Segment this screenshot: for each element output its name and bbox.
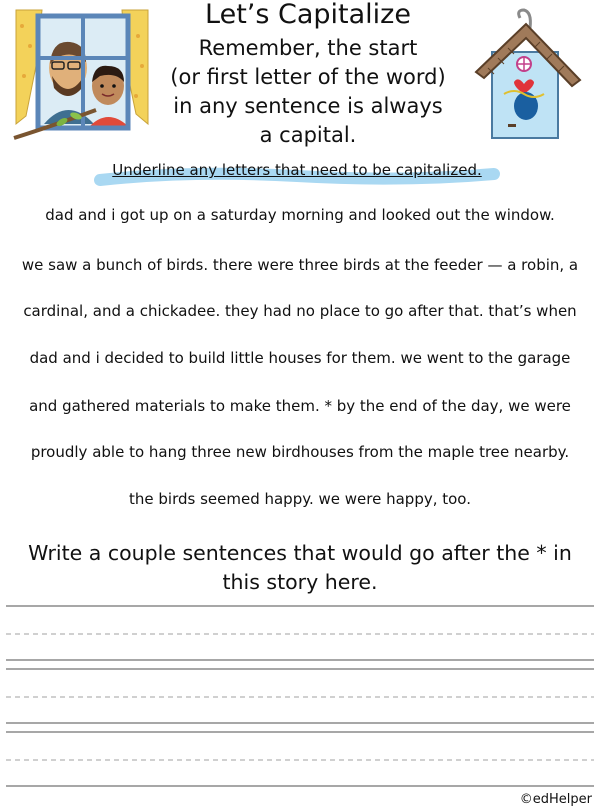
page-title: Let’s Capitalize	[205, 0, 411, 30]
story-line: proudly able to hang three new birdhouses from the maple tree nearby.	[30, 443, 570, 461]
reminder-line: Remember, the start	[198, 36, 418, 60]
reminder-line: a capital.	[259, 123, 357, 147]
instruction-text: Underline any letters that need to be capitalized.	[112, 161, 482, 179]
copyright-notice: ©edHelper	[519, 792, 592, 807]
reminder-line: (or first letter of the word)	[170, 65, 446, 89]
prompt-line: this story here.	[222, 570, 378, 594]
instruction-block	[92, 156, 502, 192]
story-line: the birds seemed happy. we were happy, too.	[129, 490, 471, 508]
birdhouse-illustration	[468, 2, 586, 144]
story-line: and gathered materials to make them. * by the end of the day, we were	[29, 397, 571, 415]
handwriting-lines[interactable]	[6, 600, 594, 790]
reminder-line: in any sentence is always	[173, 94, 443, 118]
window-illustration	[12, 6, 152, 144]
writing-prompt	[10, 539, 590, 597]
prompt-line: Write a couple sentences that would go after the * in	[28, 541, 572, 565]
story-line: we saw a bunch of birds. there were three birds at the feeder — a robin, a	[21, 256, 579, 274]
story-line: dad and i got up on a saturday morning and looked out the window.	[45, 206, 555, 224]
story-line: dad and i decided to build little houses for them. we went to the garage	[29, 349, 571, 367]
capitalization-reminder	[150, 34, 466, 150]
story-line: cardinal, and a chickadee. they had no place to go after that. that’s when	[23, 302, 577, 320]
